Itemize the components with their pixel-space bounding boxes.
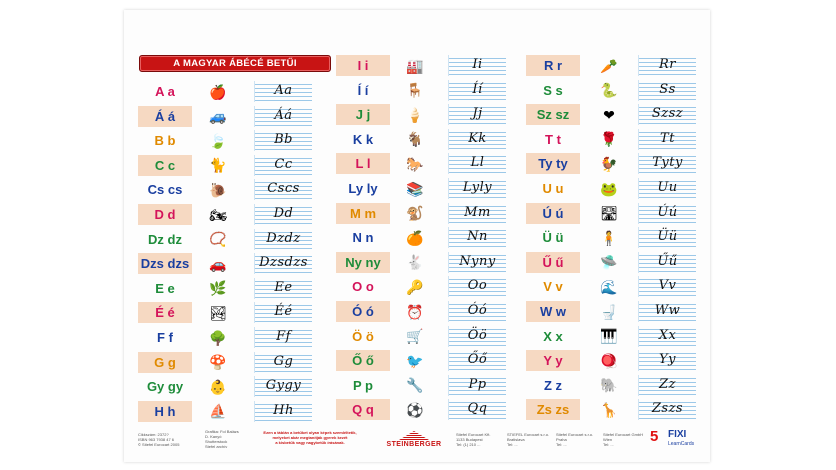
- landscape-icon: 🏞: [209, 304, 227, 321]
- person-icon: 🧍: [600, 229, 618, 246]
- printed-letter: U u: [542, 181, 564, 196]
- cursive-letter: Nn: [467, 229, 488, 245]
- handwriting-lines: [448, 153, 506, 174]
- letter-row: [336, 203, 521, 224]
- monkey-icon: 🐒: [406, 205, 424, 222]
- cursive-letter: Éé: [274, 304, 293, 320]
- cursive-letter: Gg: [273, 353, 294, 369]
- cursive-letter: Uu: [657, 180, 678, 195]
- cursive-letter: Tt: [660, 130, 675, 146]
- letter-row: [138, 253, 333, 274]
- cursive-letter: Óó: [467, 303, 488, 318]
- letter-row: [138, 229, 333, 250]
- printed-letter: R r: [526, 55, 580, 76]
- handwriting-lines: [638, 350, 696, 371]
- handwriting-lines: [448, 399, 506, 420]
- ship-icon: ⛵: [209, 403, 227, 420]
- motorbike-icon: 🏍: [209, 206, 227, 223]
- printed-letter: D d: [138, 204, 192, 225]
- cursive-letter: Yy: [659, 352, 676, 368]
- cursive-letter: Zz: [659, 376, 676, 392]
- steinberger-logo: [377, 431, 451, 453]
- letter-row: [138, 302, 333, 323]
- cursive-letter: Üü: [657, 229, 678, 245]
- letter-row: [336, 252, 521, 273]
- letter-row: [138, 278, 333, 299]
- publisher-line: Praha: [556, 437, 567, 442]
- letter-row: [138, 401, 333, 422]
- printed-letter: Í í: [357, 82, 369, 98]
- tree-branch-icon: 🌿: [209, 280, 227, 297]
- printed-letter: I i: [336, 55, 390, 76]
- letter-row: [526, 252, 696, 273]
- handwriting-lines: [448, 203, 506, 224]
- letter-row: [526, 276, 696, 297]
- handwriting-lines: [254, 327, 312, 348]
- publisher-line: Tel: ...: [507, 442, 518, 447]
- footer-note-line: Ezen a táblán a betűket olyan képek szemléltetik,: [263, 430, 357, 435]
- cursive-letter: Őő: [467, 352, 488, 368]
- printed-letter: Zs zs: [526, 399, 580, 420]
- printed-letter: Z z: [543, 377, 563, 393]
- jeep-icon: 🚗: [209, 255, 227, 272]
- printed-letter: A a: [155, 84, 175, 99]
- cursive-letter: Szsz: [651, 106, 684, 122]
- letter-row: [336, 350, 521, 371]
- printed-letter: Ú ú: [526, 203, 580, 224]
- fixi-logo: [650, 428, 698, 452]
- printed-letter: X x: [543, 328, 563, 344]
- snail-icon: 🐌: [209, 181, 227, 198]
- rabbit-icon: 🐇: [406, 254, 424, 271]
- cursive-letter: Űű: [657, 253, 678, 269]
- printed-letter: W w: [526, 301, 580, 322]
- handwriting-lines: [638, 153, 696, 174]
- letter-row: [336, 153, 521, 174]
- printed-letter: Dzs dzs: [138, 253, 192, 274]
- publisher-2: [507, 432, 553, 447]
- footer-codes: [138, 432, 200, 447]
- printed-letter: Ly ly: [348, 181, 378, 196]
- printed-letter: P p: [353, 377, 373, 393]
- letter-row: [526, 80, 696, 101]
- clock-icon: ⏰: [406, 303, 424, 320]
- cursive-letter: Cc: [274, 156, 293, 172]
- letter-row: [526, 178, 696, 199]
- publisher-line: Tel: ...: [556, 442, 567, 447]
- bird-icon: 🐦: [406, 352, 424, 369]
- footer-code-line: © Stiefel Eurocart 2005: [138, 442, 180, 447]
- printed-letter: O o: [352, 279, 374, 295]
- letter-row: [336, 178, 521, 199]
- printed-letter: C c: [138, 155, 192, 176]
- handwriting-lines: [638, 227, 696, 248]
- handwriting-lines: [638, 252, 696, 273]
- footer-credit-line: Stefel archív: [205, 444, 228, 449]
- handwriting-lines: [448, 129, 506, 150]
- handwriting-lines: [448, 326, 506, 347]
- publisher-3: [556, 432, 600, 447]
- printed-letter: J j: [336, 104, 390, 125]
- handwriting-lines: [448, 178, 506, 199]
- printed-letter: K k: [352, 131, 374, 147]
- handwriting-lines: [254, 106, 312, 127]
- printed-letter: H h: [138, 401, 192, 422]
- handwriting-lines: [448, 375, 506, 396]
- publisher-line: Stiefel Eurocart Kft.: [456, 432, 491, 437]
- letter-row: [526, 375, 696, 396]
- fixi-logo-brand: FIXI: [668, 429, 687, 440]
- printed-letter: Ő ő: [336, 350, 390, 371]
- handwriting-lines: [254, 155, 312, 176]
- letter-row: [336, 326, 521, 347]
- letter-row: [138, 81, 333, 102]
- cursive-letter: Gygy: [265, 378, 302, 394]
- handwriting-lines: [638, 399, 696, 420]
- publisher-line: STIEFEL Eurocart s.r.o.: [507, 432, 550, 437]
- cursive-letter: Jj: [472, 106, 483, 122]
- cursive-letter: Xx: [658, 327, 677, 343]
- printed-letter: Á á: [138, 106, 192, 127]
- printed-letter: Gy gy: [146, 379, 184, 395]
- letter-row: [526, 301, 696, 322]
- publisher-line: 1133 Budapest: [456, 437, 483, 442]
- cursive-letter: Ee: [274, 279, 293, 295]
- printed-letter: E e: [155, 280, 175, 296]
- cursive-letter: Ii: [472, 57, 483, 72]
- cursive-letter: Zszs: [651, 401, 684, 417]
- letter-row: [526, 227, 696, 248]
- footer-credit-line: D. Kanyó: [205, 434, 222, 439]
- letter-row: [336, 80, 521, 101]
- handwriting-lines: [448, 55, 506, 76]
- cursive-letter: Vv: [658, 278, 677, 294]
- orange-icon: 🍊: [406, 229, 424, 246]
- publisher-line: Bratislava: [507, 437, 525, 442]
- necklace-icon: 📿: [209, 231, 227, 248]
- cursive-letter: Aa: [274, 83, 293, 98]
- letter-row: [526, 129, 696, 150]
- handwriting-lines: [254, 302, 312, 323]
- handwriting-lines: [254, 81, 312, 102]
- cursive-letter: Nyny: [459, 253, 496, 269]
- key-icon: 🔑: [406, 278, 424, 295]
- letter-row: [526, 104, 696, 125]
- printed-letter: É é: [138, 302, 192, 323]
- letter-row: [138, 106, 333, 127]
- printed-letter: F f: [157, 330, 173, 345]
- cursive-letter: Hh: [273, 402, 294, 418]
- cursive-letter: Íí: [472, 81, 483, 97]
- xylophone-icon: 🎹: [600, 328, 618, 345]
- steinberger-logo-text: STEINBERGER: [386, 441, 442, 448]
- printed-letter: Ó ó: [336, 301, 390, 322]
- printed-letter: M m: [336, 203, 390, 224]
- cursive-letter: Lyly: [462, 180, 493, 195]
- letter-row: [138, 352, 333, 373]
- handwriting-lines: [638, 55, 696, 76]
- toilet-icon: 🚽: [600, 303, 618, 320]
- letter-row: [336, 129, 521, 150]
- handwriting-lines: [254, 278, 312, 299]
- printed-letter: B b: [154, 133, 176, 149]
- car-icon: 🚙: [209, 108, 227, 125]
- letter-row: [336, 104, 521, 125]
- footer-credit-line: Shutterstock: [205, 439, 228, 444]
- cursive-letter: Ff: [276, 329, 291, 344]
- letter-row: [336, 227, 521, 248]
- printed-letter: Ű ű: [526, 252, 580, 273]
- printed-letter: Y y: [526, 350, 580, 371]
- rose-icon: 🌹: [600, 131, 618, 148]
- cursive-letter: Tyty: [652, 155, 683, 171]
- ufo-icon: 🛸: [600, 254, 618, 271]
- handwriting-lines: [638, 375, 696, 396]
- printed-letter: S s: [543, 82, 563, 98]
- cursive-letter: Dzsdzs: [259, 255, 308, 271]
- publisher-1: [456, 432, 504, 447]
- snake-icon: 🐍: [600, 82, 618, 99]
- giraffe-icon: 🦒: [600, 401, 618, 418]
- handwriting-lines: [254, 179, 312, 200]
- cursive-letter: Ll: [470, 155, 485, 171]
- poster-title: A MAGYAR ÁBÉCÉ BETŰI: [139, 55, 331, 72]
- printed-letter: T t: [545, 131, 561, 147]
- printed-letter: V v: [543, 279, 563, 295]
- steinberger-mark-icon: [399, 431, 429, 440]
- windmill-icon: 🏭: [406, 57, 424, 74]
- letter-row: [138, 179, 333, 200]
- cursive-letter: Úú: [657, 204, 678, 220]
- publisher-line: Wien: [603, 437, 613, 442]
- handwriting-lines: [638, 104, 696, 125]
- child-icon: 👶: [209, 378, 227, 395]
- ice-cream-icon: 🍦: [406, 106, 424, 123]
- printed-letter: Ü ü: [542, 230, 564, 246]
- printed-letter: Ty ty: [526, 153, 580, 174]
- cursive-letter: Bb: [274, 132, 293, 148]
- printed-letter: Q q: [336, 399, 390, 420]
- letter-row: [336, 375, 521, 396]
- printed-letter: Dz dz: [148, 231, 182, 247]
- handwriting-lines: [638, 276, 696, 297]
- publisher-4: [603, 432, 647, 447]
- handwriting-lines: [254, 130, 312, 151]
- ball-icon: ⚽: [406, 401, 424, 418]
- letter-row: [526, 326, 696, 347]
- cursive-letter: Rr: [658, 57, 676, 72]
- carrot-icon: 🥕: [600, 57, 618, 74]
- handwriting-lines: [254, 401, 312, 422]
- leaf-icon: 🍃: [209, 132, 227, 149]
- footer-credits: [205, 429, 251, 449]
- cursive-letter: Ss: [659, 81, 676, 97]
- letter-row: [336, 55, 521, 76]
- printed-letter: Sz sz: [526, 104, 580, 125]
- handwriting-lines: [254, 229, 312, 250]
- letter-row: [336, 301, 521, 322]
- letter-row: [526, 153, 696, 174]
- cursive-letter: Dd: [273, 206, 294, 221]
- goat-icon: 🐐: [406, 131, 424, 148]
- handwriting-lines: [638, 326, 696, 347]
- mushroom-icon: 🍄: [209, 354, 227, 371]
- cursive-letter: Qq: [467, 401, 488, 417]
- cursive-letter: Kk: [468, 130, 487, 146]
- letter-row: [526, 55, 696, 76]
- heart-icon: ❤: [603, 106, 615, 123]
- cursive-letter: Áá: [274, 107, 293, 123]
- cursive-letter: Öö: [467, 327, 488, 343]
- printed-letter: G g: [138, 352, 192, 373]
- handwriting-lines: [448, 252, 506, 273]
- fixi-logo-sub: LearnCards: [668, 441, 695, 447]
- letter-row: [336, 399, 521, 420]
- handwriting-lines: [448, 80, 506, 101]
- letter-row: [526, 350, 696, 371]
- publisher-line: Stiefel Eurocart GmbH: [603, 432, 644, 437]
- handwriting-lines: [638, 129, 696, 150]
- footer-note-line: a kisbetűk vagy nagybetűk írásának.: [275, 440, 345, 445]
- letter-row: [138, 204, 333, 225]
- handwriting-lines: [254, 204, 312, 225]
- frog-icon: 🐸: [600, 180, 618, 197]
- publisher-line: Stiefel Eurocart s.r.o.: [556, 432, 594, 437]
- letter-row: [526, 399, 696, 420]
- handwriting-lines: [254, 352, 312, 373]
- footer-code-line: ISBN 963 7938 47 6: [138, 437, 175, 442]
- handwriting-lines: [254, 253, 312, 274]
- printed-letter: Ny ny: [336, 252, 390, 273]
- cursive-letter: Mm: [464, 204, 491, 220]
- handwriting-lines: [254, 376, 312, 397]
- bench-icon: 🪑: [406, 82, 424, 99]
- footer-credit-line: Grafika: Fol Balázs: [205, 429, 239, 434]
- footer-note: [254, 430, 366, 445]
- handwriting-lines: [638, 301, 696, 322]
- letter-row: [138, 327, 333, 348]
- printed-letter: N n: [352, 230, 374, 246]
- letter-row: [336, 276, 521, 297]
- cart-icon: 🛒: [406, 328, 424, 345]
- letter-row: [138, 130, 333, 151]
- handwriting-lines: [638, 203, 696, 224]
- handwriting-lines: [448, 227, 506, 248]
- handwriting-lines: [638, 178, 696, 199]
- printed-letter: L l: [336, 153, 390, 174]
- cursive-letter: Ww: [654, 303, 681, 318]
- bookshelf-icon: 📚: [406, 180, 424, 197]
- road-icon: 🛣: [600, 205, 618, 222]
- water-icon: 🌊: [600, 278, 618, 295]
- apple-icon: 🍎: [209, 83, 227, 100]
- handwriting-lines: [638, 80, 696, 101]
- tree-icon: 🌳: [209, 329, 227, 346]
- letter-row: [138, 155, 333, 176]
- handwriting-lines: [448, 350, 506, 371]
- cursive-letter: Pp: [468, 376, 487, 392]
- cat-icon: 🐈: [209, 157, 227, 174]
- handwriting-lines: [448, 276, 506, 297]
- printed-letter: Ö ö: [352, 328, 374, 344]
- horse-icon: 🐎: [406, 155, 424, 172]
- publisher-line: Tel: (1) 210 ...: [456, 442, 481, 447]
- footer-note-line: melyeket akár megtanítják gyerek kezét: [272, 435, 348, 440]
- publisher-line: Tel: ...: [603, 442, 614, 447]
- cursive-letter: Dzdz: [266, 230, 301, 246]
- letter-row: [138, 376, 333, 397]
- handwriting-lines: [448, 104, 506, 125]
- elephant-icon: 🐘: [600, 377, 618, 394]
- fixi-logo-number: 5: [650, 428, 659, 445]
- yoyo-icon: 🪀: [600, 352, 618, 369]
- rooster-icon: 🐓: [600, 155, 618, 172]
- letter-row: [526, 203, 696, 224]
- printed-letter: Cs cs: [147, 182, 183, 198]
- handwriting-lines: [448, 301, 506, 322]
- tool-icon: 🔧: [406, 377, 424, 394]
- cursive-letter: Cscs: [267, 181, 300, 197]
- cursive-letter: Oo: [467, 278, 488, 294]
- footer-code-line: Cikkszám: 2372?: [138, 432, 169, 437]
